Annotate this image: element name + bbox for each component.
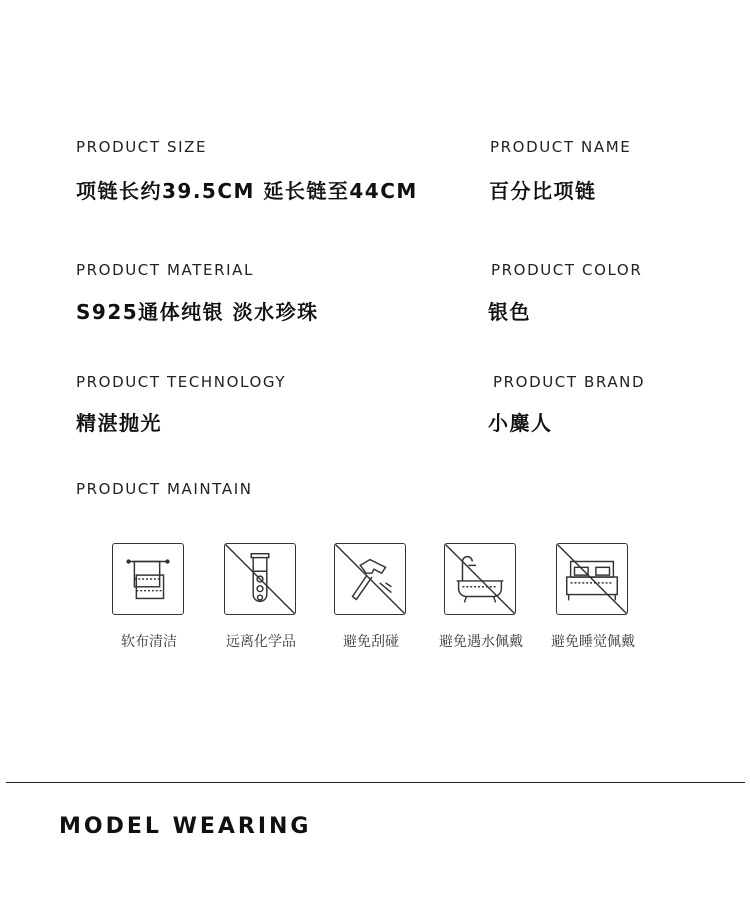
maintain-label: PRODUCT MAINTAIN [76, 480, 253, 498]
model-wearing-title: MODEL WEARING [59, 814, 312, 839]
maintain-caption: 避免睡觉佩戴 [551, 634, 635, 650]
spec-color-label: PRODUCT COLOR [491, 261, 643, 279]
maintain-caption: 避免刮碰 [343, 634, 399, 650]
spec-material-label: PRODUCT MATERIAL [76, 261, 254, 279]
spec-name-value: 百分比项链 [489, 179, 597, 203]
spec-technology-label: PRODUCT TECHNOLOGY [76, 373, 287, 391]
bathtub-icon [444, 543, 516, 615]
spec-brand-value: 小麋人 [488, 411, 553, 435]
maintain-caption: 软布清洁 [121, 634, 177, 650]
towel-icon [112, 543, 184, 615]
spec-size-label: PRODUCT SIZE [76, 138, 208, 156]
maintain-caption: 避免遇水佩戴 [439, 634, 523, 650]
spec-brand-label: PRODUCT BRAND [493, 373, 646, 391]
spec-color-value: 银色 [488, 300, 531, 324]
bed-icon [556, 543, 628, 615]
spec-size-value: 项链长约39.5CM 延长链至44CM [76, 179, 418, 203]
section-divider [6, 782, 745, 783]
hammer-icon [334, 543, 406, 615]
maintain-caption: 远离化学品 [226, 634, 296, 650]
spec-technology-value: 精湛抛光 [76, 411, 162, 435]
test-tube-icon [224, 543, 296, 615]
spec-material-value: S925通体纯银 淡水珍珠 [76, 300, 319, 324]
spec-name-label: PRODUCT NAME [490, 138, 632, 156]
